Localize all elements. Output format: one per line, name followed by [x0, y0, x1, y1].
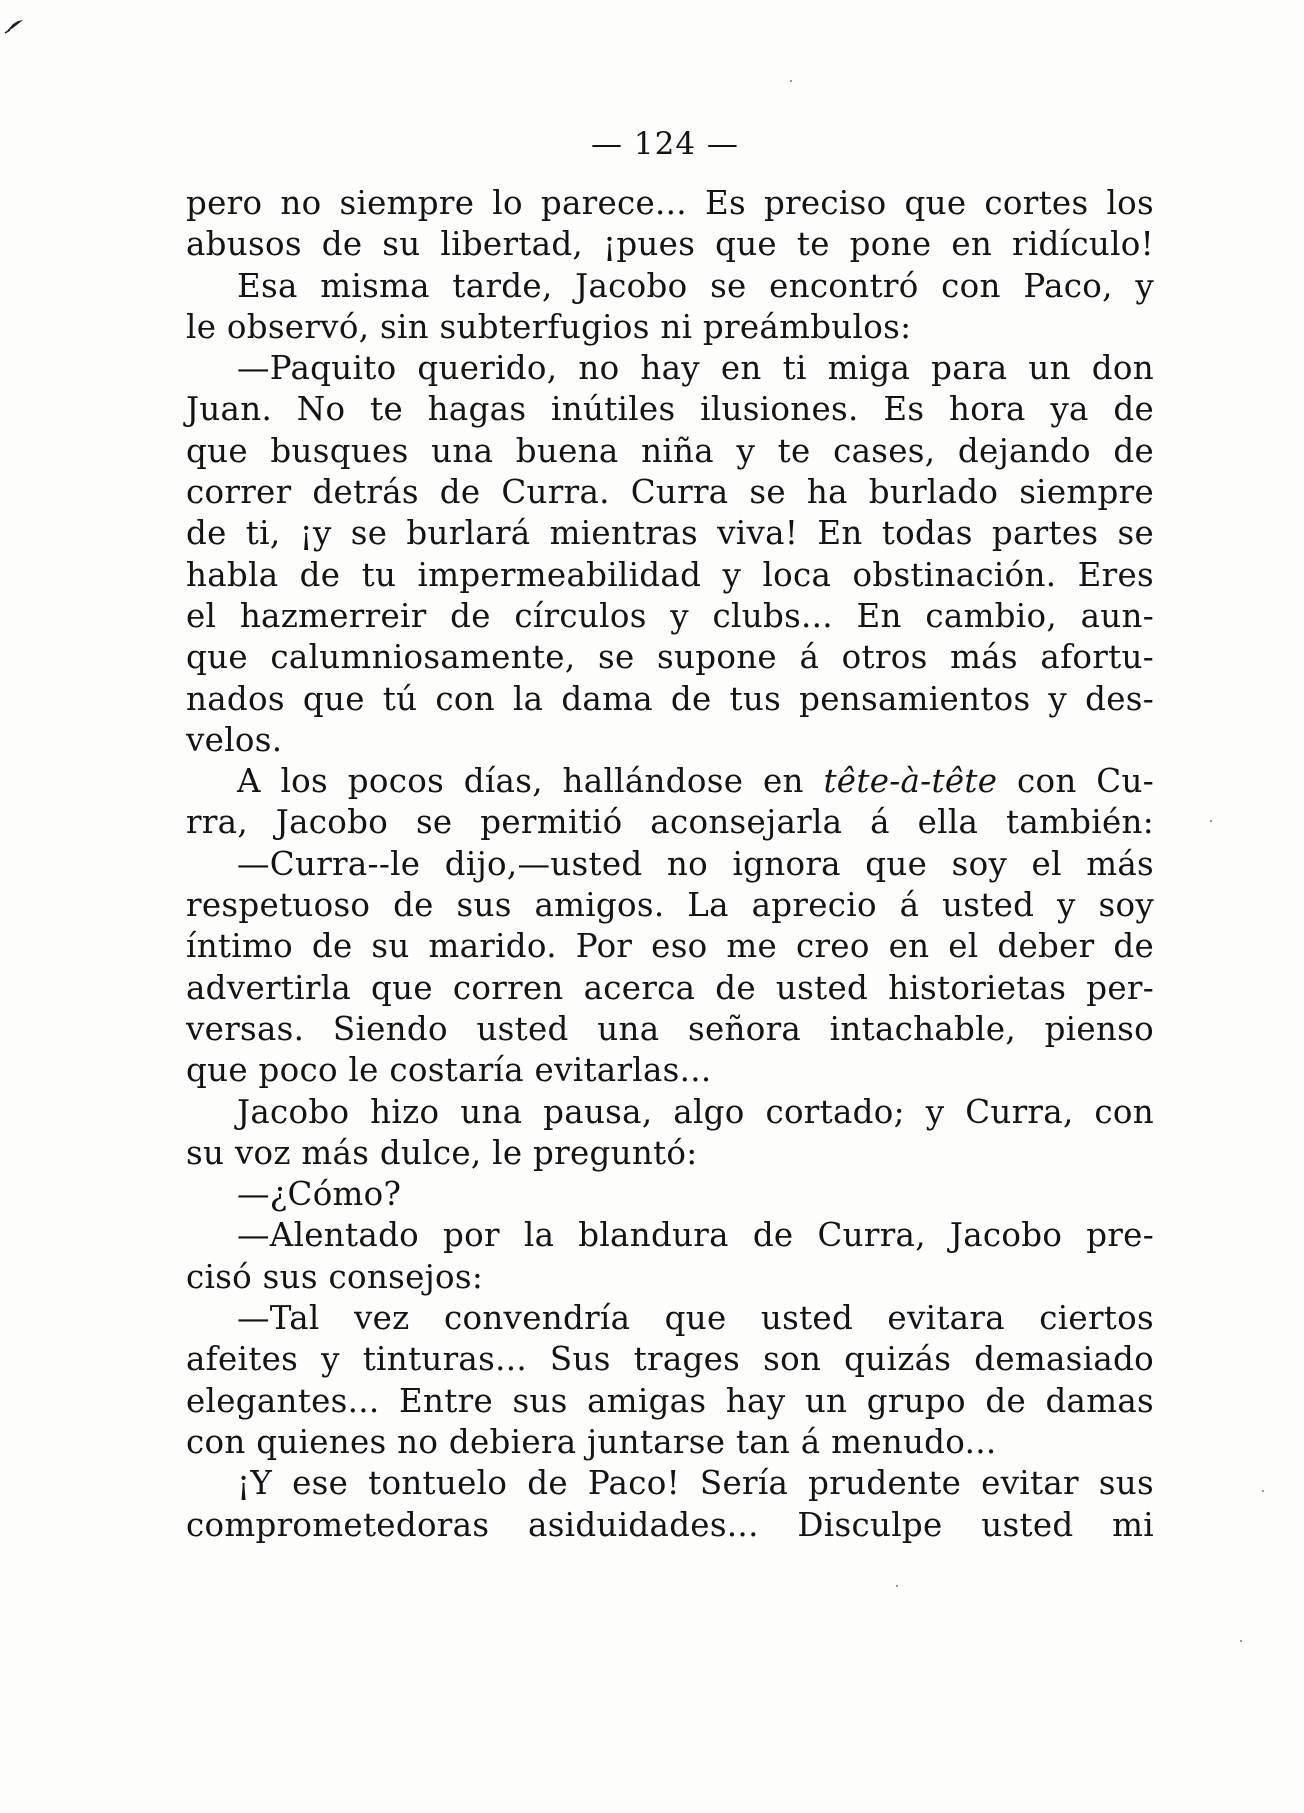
text-line: nados que tú con la dama de tus pensamientos y des-: [186, 679, 1154, 718]
text-line: —¿Cómo?: [237, 1175, 402, 1214]
text-line: le observó, sin subterfugios ni preámbulos:: [186, 307, 912, 346]
page-number: — 124 —: [591, 126, 739, 162]
text-line: íntimo de su marido. Por eso me creo en el deber de: [186, 927, 1154, 966]
text-line: pero no siempre lo parece... Es preciso que cortes los: [186, 184, 1154, 222]
text-segment: con Cu-: [1016, 762, 1154, 801]
text-line: —Tal vez convendría que usted evitara ciertos: [237, 1299, 1154, 1338]
text-line: cisó sus consejos:: [186, 1257, 484, 1296]
ink-mark-icon: [4, 18, 26, 34]
text-line: de ti, ¡y se burlará mientras viva! En todas partes se: [186, 514, 1154, 553]
text-line: que calumniosamente, se supone á otros más afortu-: [186, 638, 1154, 677]
text-line: su voz más dulce, le preguntó:: [186, 1133, 698, 1172]
text-line: que busques una buena niña y te cases, dejando de: [186, 431, 1154, 470]
text-line: afeites y tinturas... Sus trages son quizás demasiado: [186, 1340, 1154, 1379]
text-line-mixed: [186, 761, 1154, 802]
text-line: habla de tu impermeabilidad y loca obstinación. Eres: [186, 555, 1154, 594]
paper-speck: [790, 80, 792, 82]
text-line: ¡Y ese tontuelo de Paco! Sería prudente evitar sus: [237, 1464, 1154, 1503]
italic-phrase: tête-à-tête: [823, 762, 998, 801]
text-segment: A los pocos días, hallándose en: [237, 762, 804, 801]
text-line: el hazmerreir de círculos y clubs... En cambio, aun-: [186, 596, 1154, 635]
text-line: que poco le costaría evitarlas...: [186, 1051, 712, 1090]
text-line: comprometedoras asiduidades... Disculpe usted mi: [186, 1505, 1154, 1544]
text-line: con quienes no debiera juntarse tan á menudo...: [186, 1422, 997, 1461]
text-line: Jacobo hizo una pausa, algo cortado; y Curra, con: [237, 1092, 1154, 1131]
text-line: Juan. No te hagas inútiles ilusiones. Es hora ya de: [186, 390, 1154, 429]
text-line: elegantes... Entre sus amigas hay un grupo de damas: [186, 1381, 1154, 1420]
text-line: versas. Siendo usted una señora intachable, pienso: [186, 1009, 1154, 1048]
text-line: —Alentado por la blandura de Curra, Jacobo pre-: [237, 1216, 1154, 1255]
text-line: advertirla que corren acerca de usted historietas per-: [186, 968, 1154, 1007]
text-line: rra, Jacobo se permitió aconsejarla á ella también:: [186, 803, 1154, 842]
text-line: —Curra--le dijo,—usted no ignora que soy el más: [237, 844, 1154, 883]
text-line: respetuoso de sus amigos. La aprecio á usted y soy: [186, 886, 1154, 925]
body-text: [186, 183, 1154, 1546]
text-line: —Paquito querido, no hay en ti miga para un don: [237, 349, 1154, 388]
text-line: abusos de su libertad, ¡pues que te pone en ridículo!: [186, 225, 1154, 264]
text-line: velos.: [186, 720, 283, 759]
paper-speck: [896, 1585, 898, 1587]
paper-speck: [1210, 820, 1212, 822]
paper-speck: [1240, 1640, 1242, 1642]
text-line: Esa misma tarde, Jacobo se encontró con Paco, y: [237, 266, 1154, 305]
text-line: correr detrás de Curra. Curra se ha burlado siempre: [186, 473, 1154, 512]
paper-speck: [1262, 1490, 1264, 1492]
